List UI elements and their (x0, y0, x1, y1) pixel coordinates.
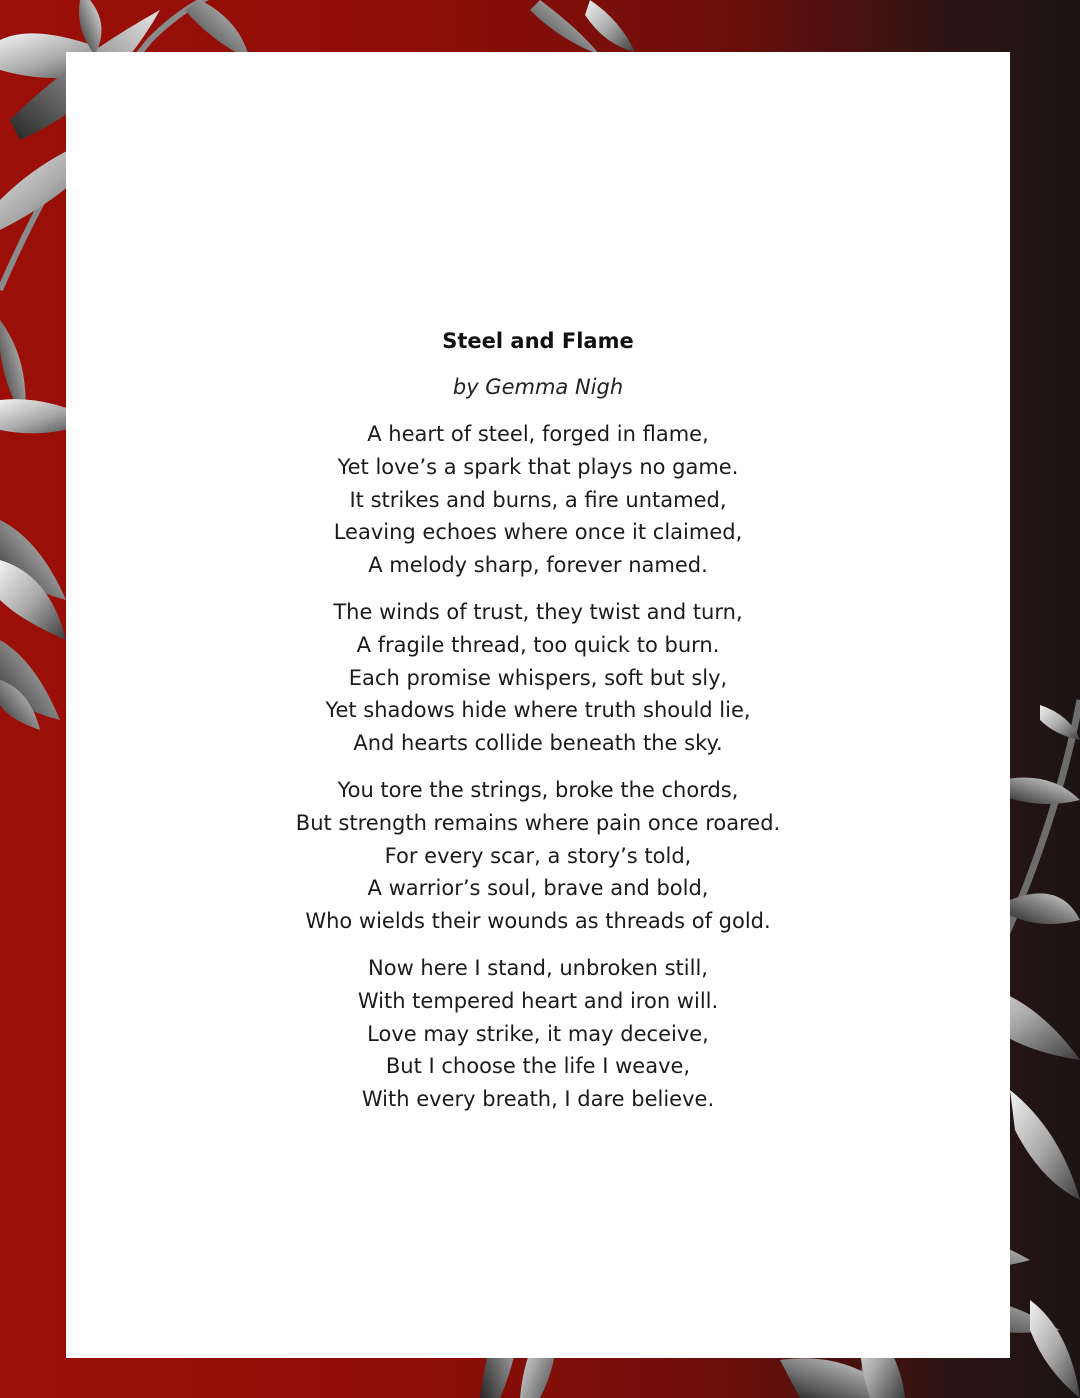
top-center-branch (530, 0, 635, 55)
poem-line: Yet shadows hide where truth should lie, (325, 698, 751, 723)
poem-line: But strength remains where pain once roared. (295, 810, 781, 835)
stanza (66, 596, 1010, 760)
poem-line: Love may strike, it may deceive, (367, 1021, 709, 1046)
poem-line: Yet love’s a spark that plays no game. (337, 454, 739, 479)
poem (66, 324, 1010, 1116)
stanza (66, 952, 1010, 1116)
poem-line: It strikes and burns, a fire untamed, (349, 487, 727, 512)
poem-line: A melody sharp, forever named. (368, 553, 708, 578)
poem-page (66, 52, 1010, 1358)
left-middle-branch (0, 520, 66, 730)
poem-line: Now here I stand, unbroken still, (368, 955, 708, 980)
stanza (66, 774, 1010, 938)
poem-author: by Gemma Nigh (452, 375, 624, 399)
stanza (66, 418, 1010, 582)
poem-line: With every breath, I dare believe. (361, 1087, 715, 1112)
poem-title: Steel and Flame (442, 329, 634, 353)
poem-line: A fragile thread, too quick to burn. (356, 632, 720, 657)
poem-line: Leaving echoes where once it claimed, (333, 520, 743, 545)
poem-line: And hearts collide beneath the sky. (353, 731, 723, 756)
poem-line: A heart of steel, forged in flame, (367, 422, 709, 446)
poem-line: A warrior’s soul, brave and bold, (367, 876, 709, 901)
poem-line: You tore the strings, broke the chords, (337, 777, 739, 802)
poem-line: For every scar, a story’s told, (384, 843, 692, 868)
poem-line: Who wields their wounds as threads of gold. (305, 909, 771, 934)
poem-line: Each promise whispers, soft but sly, (348, 665, 728, 690)
poem-line: With tempered heart and iron will. (357, 988, 719, 1013)
poem-line: But I choose the life I weave, (385, 1054, 691, 1079)
poem-line: The winds of trust, they twist and turn, (333, 599, 743, 624)
